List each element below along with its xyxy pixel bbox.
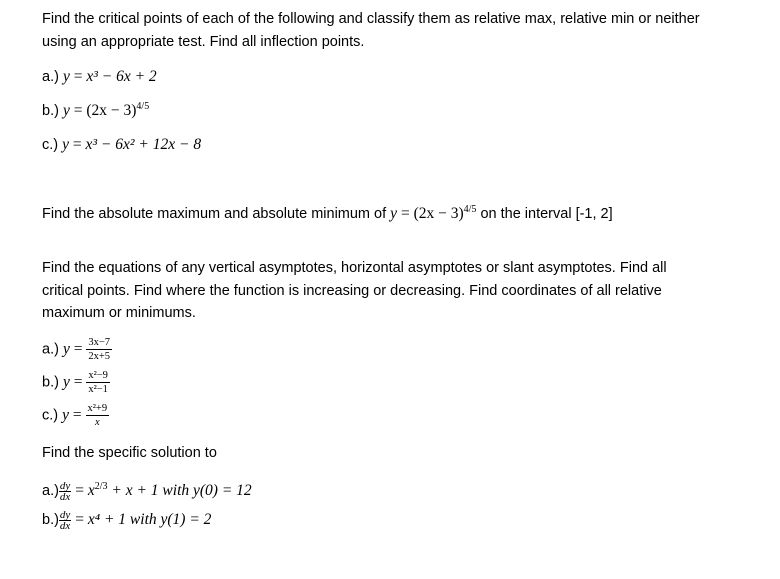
item-label: c.) xyxy=(42,137,59,153)
section3-instruction-line2: critical points. Find where the function is increasing or decreasing. Find coordinates of all relative xyxy=(42,283,662,299)
math-lhs: y xyxy=(62,373,70,391)
math-rhs: x³ − 6x + 2 xyxy=(86,68,157,85)
text-after: on the interval [-1, 2] xyxy=(476,206,613,222)
math-eq: = xyxy=(71,482,88,499)
fraction-numerator: x²−9 xyxy=(88,370,108,381)
fraction-denominator: x xyxy=(94,417,100,428)
math-eq: = xyxy=(69,68,87,85)
math-eq: = xyxy=(69,406,86,424)
derivative-denominator: dx xyxy=(59,490,71,503)
derivative-numerator: dy xyxy=(59,479,71,492)
item-label: b.) xyxy=(42,374,59,391)
item-label: b.) xyxy=(42,512,59,528)
math-condition: with y(1) = 2 xyxy=(129,511,212,528)
derivative-numerator: dy xyxy=(59,508,71,521)
section1-instruction-line2: using an appropriate test. Find all inflection points. xyxy=(42,34,365,50)
math-exponent: 4/5 xyxy=(136,101,150,112)
math-eq: = xyxy=(397,205,414,222)
math-lhs: y xyxy=(62,136,70,153)
fraction-numerator: 3x−7 xyxy=(88,337,111,348)
item-label: c.) xyxy=(42,407,59,424)
item-label: b.) xyxy=(42,103,59,119)
math-lhs: y xyxy=(62,102,70,119)
math-rhs: x³ − 6x² + 12x − 8 xyxy=(85,136,202,153)
problem-3c xyxy=(42,403,109,428)
math-eq: = xyxy=(69,102,87,119)
item-label: a.) xyxy=(42,69,59,85)
math-lhs: y xyxy=(390,205,398,222)
item-label: a.) xyxy=(42,341,59,358)
derivative-fraction xyxy=(59,510,71,531)
derivative-fraction xyxy=(59,481,71,502)
fraction xyxy=(86,403,110,428)
problem-4b xyxy=(42,509,211,531)
math-eq: = xyxy=(69,136,86,153)
derivative-denominator: dx xyxy=(59,519,71,532)
math-eq: = xyxy=(69,340,87,358)
math-rhs: x xyxy=(87,482,95,499)
problem-3a xyxy=(42,337,112,362)
math-exponent: 4/5 xyxy=(463,204,477,215)
problem-1b xyxy=(42,100,149,122)
math-eq: = xyxy=(69,373,87,391)
problem-1c xyxy=(42,134,201,156)
math-lhs: y xyxy=(62,340,70,358)
section1-instruction-line1: Find the critical points of each of the following and classify them as relative max, relative min or neither xyxy=(42,11,700,27)
math-condition: with y(0) = 12 xyxy=(162,482,252,499)
section3-instruction-line3: maximum or minimums. xyxy=(42,305,196,321)
problem-3b xyxy=(42,370,110,395)
math-lhs: y xyxy=(62,406,70,424)
fraction xyxy=(86,370,110,395)
problem-4a xyxy=(42,480,252,502)
math-rhs: (2x − 3) xyxy=(413,205,464,222)
section3-instruction-line1: Find the equations of any vertical asymptotes, horizontal asymptotes or slant asymptotes. Find all xyxy=(42,260,667,276)
math-rhs: x⁴ + 1 xyxy=(87,511,130,528)
item-label: a.) xyxy=(42,483,59,499)
math-lhs: y xyxy=(62,68,70,85)
section2-instruction xyxy=(42,203,613,225)
fraction-denominator: 2x+5 xyxy=(88,351,111,362)
fraction xyxy=(86,337,112,362)
problem-1a xyxy=(42,66,157,88)
math-rhs2: + x + 1 xyxy=(107,482,163,499)
text-before: Find the absolute maximum and absolute minimum of xyxy=(42,206,391,222)
fraction-numerator: x²+9 xyxy=(87,403,108,414)
math-rhs: (2x − 3) xyxy=(86,102,137,119)
fraction-denominator: x²−1 xyxy=(88,384,108,395)
math-exponent: 2/3 xyxy=(94,481,108,492)
section4-heading: Find the specific solution to xyxy=(42,445,217,461)
math-eq: = xyxy=(71,511,88,528)
